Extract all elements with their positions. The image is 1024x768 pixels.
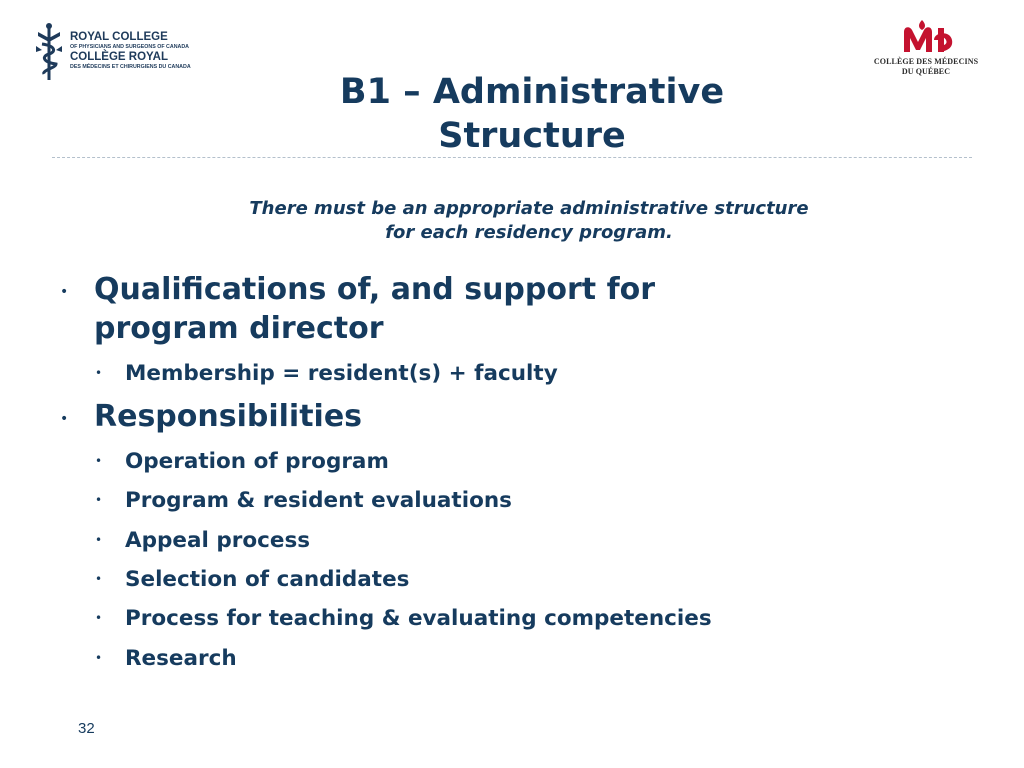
- sub-bullet-appeal: Appeal process: [125, 528, 311, 553]
- sub-bullet-glyph: •: [95, 454, 103, 468]
- sub-bullet-glyph: •: [95, 611, 103, 625]
- slide-title: [0, 70, 1024, 158]
- bullet-qualifications-line2: program director: [94, 311, 384, 346]
- bullet-glyph: •: [60, 411, 69, 427]
- sub-bullet-glyph: •: [95, 533, 103, 547]
- sub-bullet-teaching: Process for teaching & evaluating competencies: [125, 606, 712, 631]
- logo-line-physicians: OF PHYSICIANS AND SURGEONS OF CANADA: [70, 44, 189, 50]
- logo-line-royal-college: ROYAL COLLEGE: [70, 31, 168, 43]
- sub-bullet-membership: Membership = resident(s) + faculty: [125, 361, 558, 386]
- subtitle-line1: There must be an appropriate administrative structure: [249, 198, 809, 219]
- slide-subtitle: [0, 197, 1024, 245]
- slide-title-line2: Structure: [438, 116, 626, 156]
- sub-bullet-glyph: •: [95, 572, 103, 586]
- cmq-line2: DU QUÉBEC: [901, 67, 951, 76]
- sub-bullet-research: Research: [125, 646, 237, 671]
- logo-line-college-royal: COLLÈGE ROYAL: [70, 51, 168, 63]
- subtitle-line2: for each residency program.: [385, 222, 673, 243]
- fleur-de-lis-md-icon: [898, 18, 956, 56]
- sub-bullet-glyph: •: [95, 366, 103, 380]
- sub-bullet-operation: Operation of program: [125, 449, 389, 474]
- slide-title-line1: B1 – Administrative: [339, 72, 725, 112]
- logo-line-medecins: DES MÉDECINS ET CHIRURGIENS DU CANADA: [70, 64, 191, 70]
- cmq-line1: COLLÈGE DES MÉDECINS: [873, 57, 979, 66]
- sub-bullet-glyph: •: [95, 651, 103, 665]
- page-number: 32: [78, 720, 95, 737]
- bullet-responsibilities: Responsibilities: [94, 399, 363, 434]
- bullet-glyph: •: [60, 284, 69, 300]
- sub-bullet-selection: Selection of candidates: [125, 567, 410, 592]
- sub-bullet-glyph: •: [95, 493, 103, 507]
- title-divider: [52, 157, 972, 158]
- sub-bullet-evaluations: Program & resident evaluations: [125, 488, 512, 513]
- bullet-qualifications-line1: Qualifications of, and support for: [94, 272, 656, 307]
